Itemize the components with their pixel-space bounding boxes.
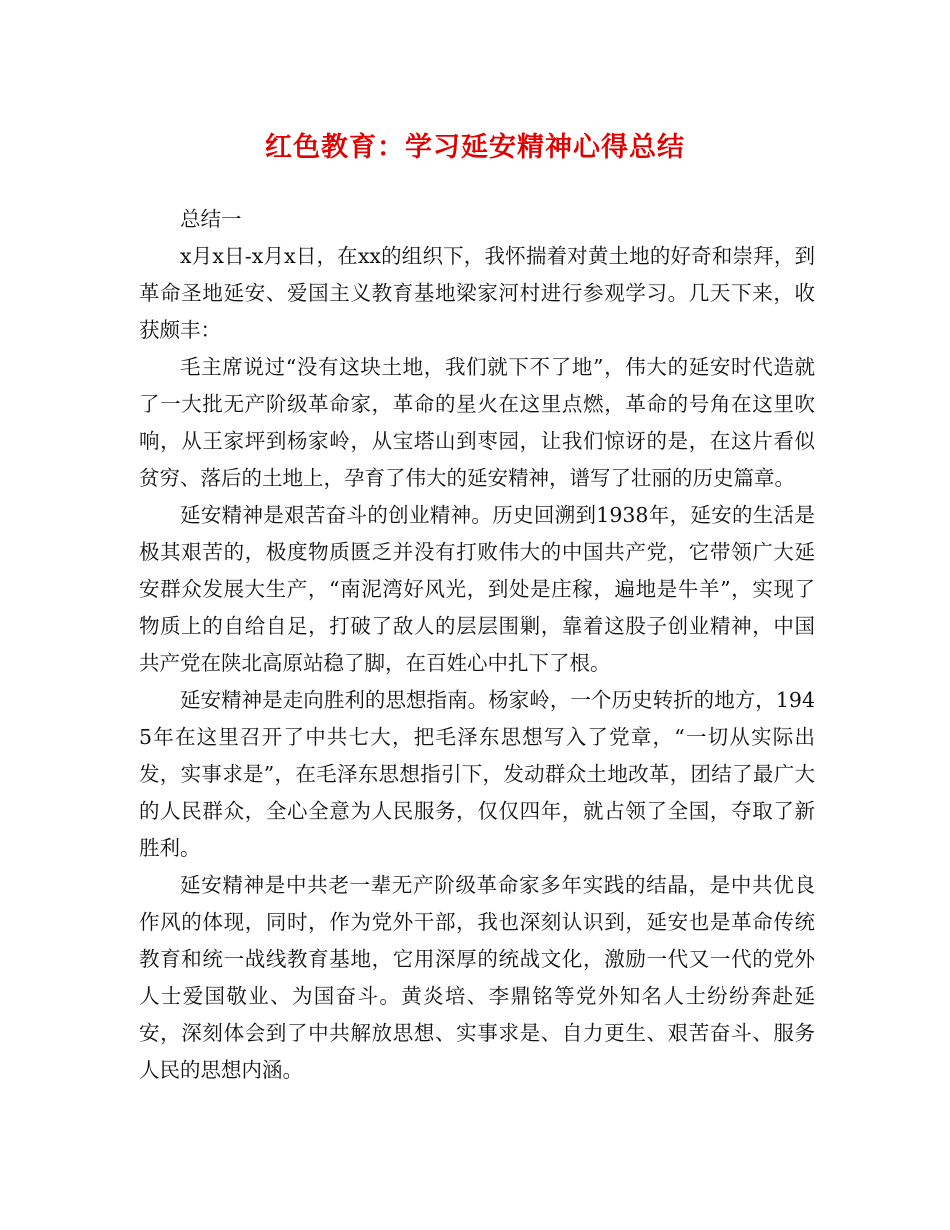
paragraph-chairman-mao-quote: 毛主席说过“没有这块土地，我们就下不了地”，伟大的延安时代造就了一大批无产阶级革命家，革命的星火在这里点燃，革命的号角在这里吹响，从王家坪到杨家岭，从宝塔山到枣园，让我们惊讶的是，在这片看似贫穷、落后的土地上，孕育了伟大的延安精神，谱写了壮丽的历史篇章。 <box>139 355 815 490</box>
paragraph-united-front: 延安精神是中共老一辈无产阶级革命家多年实践的结晶，是中共优良作风的体现，同时，作为党外干部，我也深刻认识到，延安也是革命传统教育和统一战线教育基地，它用深厚的统战文化，激励一代又一代的党外人士爱国敬业、为国奋斗。黄炎培、李鼎铭等党外知名人士纷纷奔赴延安，深刻体会到了中共解放思想、实事求是、自力更生、艰苦奋斗、服务人民的思想内涵。 <box>139 873 815 1082</box>
document-title: 红色教育：学习延安精神心得总结 <box>265 132 685 163</box>
paragraph-intro: x月x日-x月x日，在xx的组织下，我怀揣着对黄土地的好奇和崇拜，到革命圣地延安、爱国主义教育基地梁家河村进行参观学习。几天下来，收获颇丰： <box>139 244 815 342</box>
section-heading: 总结一 <box>180 207 242 231</box>
document-body <box>139 201 815 1089</box>
paragraph-guiding-thought: 延安精神是走向胜利的思想指南。杨家岭，一个历史转折的地方，1945年在这里召开了中共七大，把毛泽东思想写入了党章，“一切从实际出发，实事求是”，在毛泽东思想指引下，发动群众土地改革，团结了最广大的人民群众，全心全意为人民服务，仅仅四年，就占领了全国，夺取了新胜利。 <box>139 688 815 860</box>
paragraph-pioneering-spirit: 延安精神是艰苦奋斗的创业精神。历史回溯到1938年，延安的生活是极其艰苦的，极度物质匮乏并没有打败伟大的中国共产党，它带领广大延安群众发展大生产，“南泥湾好风光，到处是庄稼，遍地是牛羊”，实现了物质上的自给自足，打破了敌人的层层围剿，靠着这股子创业精神，中国共产党在陕北高原站稳了脚，在百姓心中扎下了根。 <box>139 503 815 675</box>
